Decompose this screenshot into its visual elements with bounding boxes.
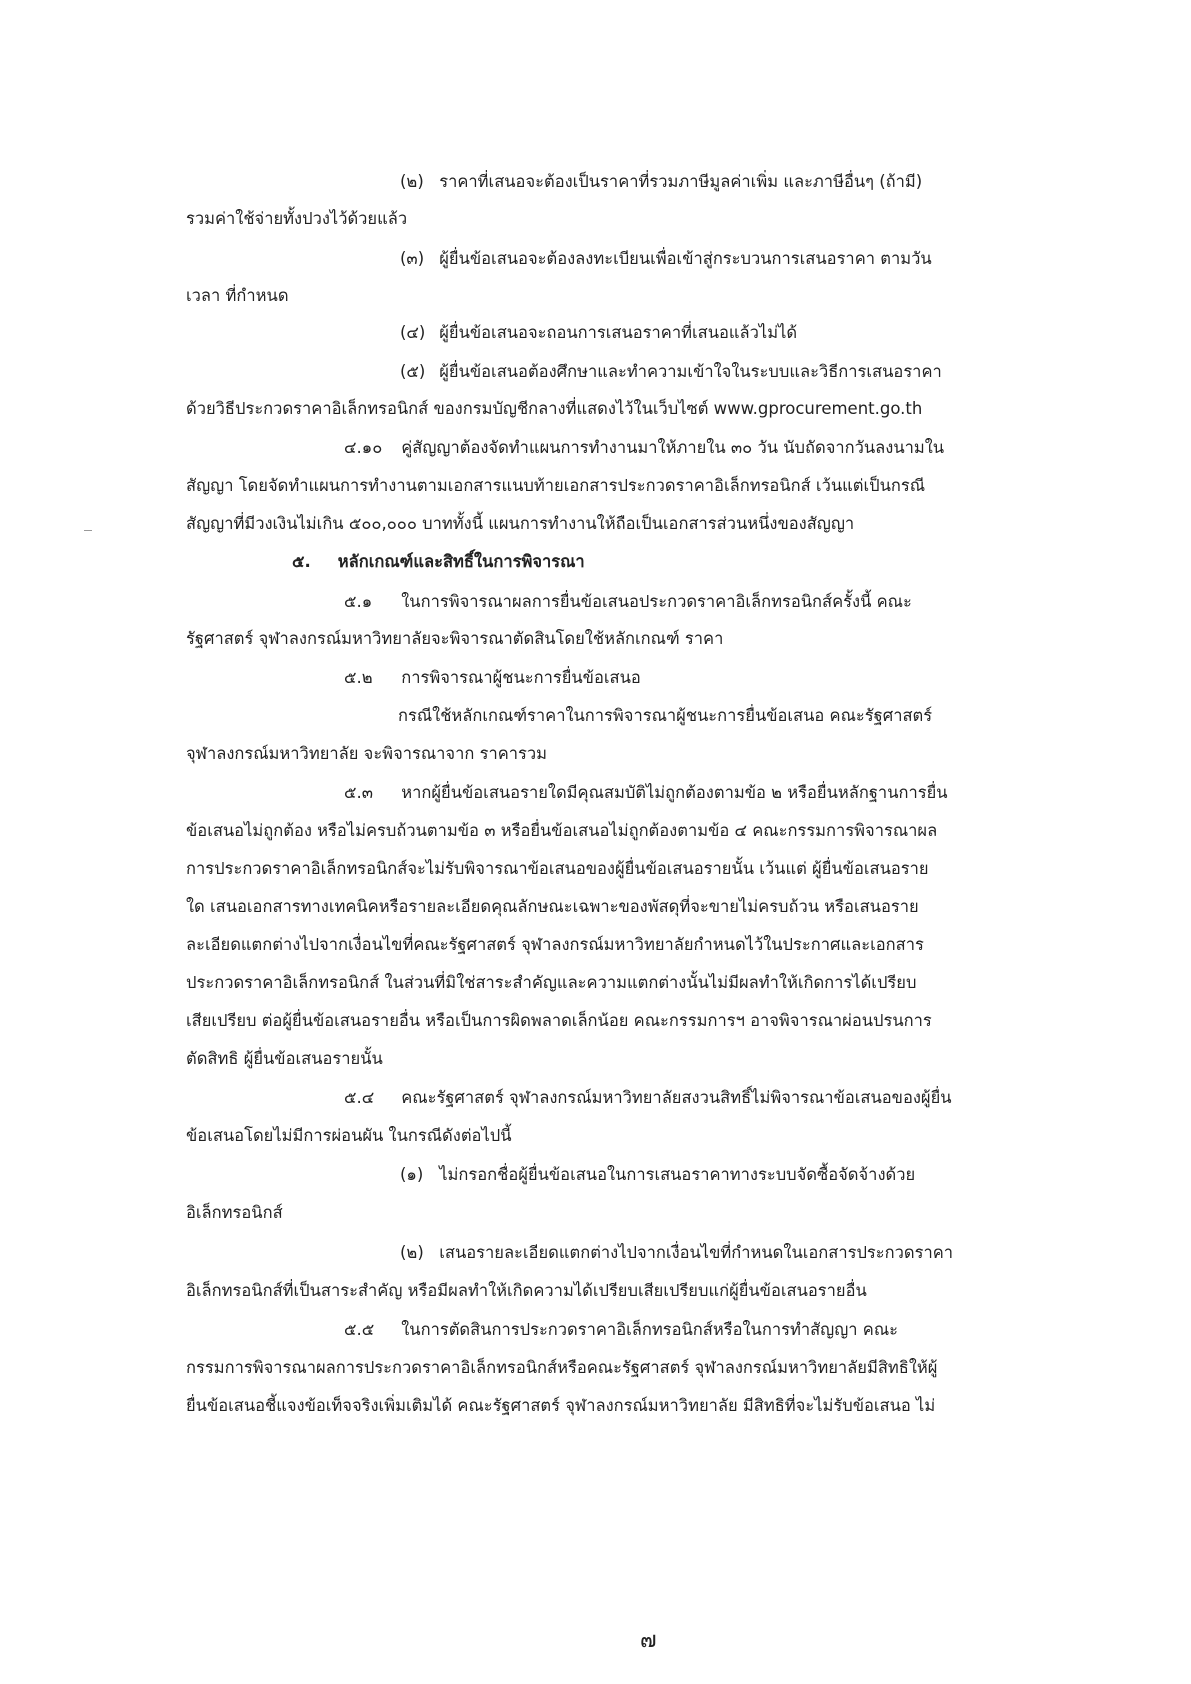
text-line: [186, 631, 723, 648]
text-line: [186, 516, 854, 533]
section-number: ๕.: [292, 552, 311, 571]
item-number: (๑): [400, 1165, 424, 1184]
line-text: กรรมการพิจารณาผลการประกวดราคาอิเล็กทรอนิกส์หรือคณะรัฐศาสตร์ จุฬาลงกรณ์มหาวิทยาลัยมีสิทธิให้ผู้: [186, 1358, 938, 1377]
line-text: การประกวดราคาอิเล็กทรอนิกส์จะไม่รับพิจารณาข้อเสนอของผู้ยื่นข้อเสนอรายนั้น เว้นแต่ ผู้ยื่นข้อเสนอราย: [186, 859, 929, 878]
line-text: คณะรัฐศาสตร์ จุฬาลงกรณ์มหาวิทยาลัยสงวนสิทธิ์ไม่พิจารณาข้อเสนอของผู้ยื่น: [401, 1088, 952, 1107]
item-number: (๓): [400, 249, 425, 268]
item-5-study-line: [400, 364, 942, 381]
line-text: ใด เสนอเอกสารทางเทคนิคหรือรายละเอียดคุณลักษณะเฉพาะของพัสดุที่จะขายไม่ครบถ้วน หรือเสนอราย: [186, 897, 919, 916]
clause-number: ๕.๒: [344, 668, 373, 687]
sub-item-1-line: [400, 1167, 915, 1184]
line-text: ผู้ยื่นข้อเสนอจะต้องลงทะเบียนเพื่อเข้าสู่กระบวนการเสนอราคา ตามวัน: [439, 249, 932, 268]
clause-5-4-line: [344, 1090, 952, 1107]
text-line: [186, 1013, 932, 1030]
line-text: สัญญาที่มีวงเงินไม่เกิน ๕๐๐,๐๐๐ บาททั้งนี้ แผนการทำงานให้ถือเป็นเอกสารส่วนหนึ่งของสัญญา: [186, 514, 855, 533]
line-text: ตัดสิทธิ ผู้ยื่นข้อเสนอรายนั้น: [186, 1049, 383, 1068]
sub-item-2-line: [400, 1245, 953, 1262]
text-line: [186, 1398, 935, 1415]
item-number: (๕): [400, 362, 426, 381]
text-line: [186, 937, 924, 954]
item-3-register-line: [400, 251, 932, 268]
clause-5-2-line: [344, 670, 641, 687]
page-number: ๗: [640, 1628, 657, 1653]
text-line: [186, 861, 929, 878]
clause-number: ๕.๕: [344, 1320, 375, 1339]
line-text: ราคาที่เสนอจะต้องเป็นราคาที่รวมภาษีมูลค่าเพิ่ม และภาษีอื่นๆ (ถ้ามี): [439, 172, 923, 191]
text-line: [186, 823, 937, 840]
item-number: (๒): [400, 172, 424, 191]
clause-number: ๕.๑: [344, 592, 373, 611]
text-line: [398, 708, 932, 725]
text-line: [186, 1128, 512, 1145]
line-text: อิเล็กทรอนิกส์: [186, 1203, 283, 1222]
line-text: สัญญา โดยจัดทำแผนการทำงานตามเอกสารแนบท้ายเอกสารประกวดราคาอิเล็กทรอนิกส์ เว้นแต่เป็นกรณี: [186, 476, 926, 495]
item-4-withdraw-line: [400, 325, 797, 342]
text-line: [186, 975, 916, 992]
text-line: [186, 1360, 937, 1377]
line-text: ข้อเสนอโดยไม่มีการผ่อนผัน ในกรณีดังต่อไปนี้: [186, 1126, 512, 1145]
line-text: การพิจารณาผู้ชนะการยื่นข้อเสนอ: [401, 668, 641, 687]
scan-artifact: [84, 530, 92, 531]
line-text: หากผู้ยื่นข้อเสนอรายใดมีคุณสมบัติไม่ถูกต้องตามข้อ ๒ หรือยื่นหลักฐานการยื่น: [401, 783, 948, 802]
line-text: อิเล็กทรอนิกส์ที่เป็นสาระสำคัญ หรือมีผลทำให้เกิดความได้เปรียบเสียเปรียบแก่ผู้ยื่นข้อเสนอรายอื่น: [186, 1281, 867, 1300]
item-number: (๔): [400, 323, 426, 342]
clause-number: ๔.๑๐: [344, 438, 383, 457]
line-text: รวมค่าใช้จ่ายทั้งปวงไว้ด้วยแล้ว: [186, 209, 408, 228]
line-text: ในการพิจารณาผลการยื่นข้อเสนอประกวดราคาอิเล็กทรอนิกส์ครั้งนี้ คณะ: [401, 592, 912, 611]
line-text: ผู้ยื่นข้อเสนอจะถอนการเสนอราคาที่เสนอแล้วไม่ได้: [439, 323, 798, 342]
section-title: หลักเกณฑ์และสิทธิ์ในการพิจารณา: [337, 552, 585, 571]
clause-5-5-line: [344, 1322, 898, 1339]
line-text: ละเอียดแตกต่างไปจากเงื่อนไขที่คณะรัฐศาสตร์ จุฬาลงกรณ์มหาวิทยาลัยกำหนดไว้ในประกาศและเอกสาร: [186, 935, 924, 954]
clause-5-1-line: [344, 594, 912, 611]
item-number: (๒): [400, 1243, 424, 1262]
text-line-url: [186, 401, 922, 418]
line-text: ผู้ยื่นข้อเสนอต้องศึกษาและทำความเข้าใจในระบบและวิธีการเสนอราคา: [439, 362, 942, 381]
text-line: [186, 899, 919, 916]
line-text: เสนอรายละเอียดแตกต่างไปจากเงื่อนไขที่กำหนดในเอกสารประกวดราคา: [439, 1243, 954, 1262]
text-line: [186, 746, 547, 763]
line-text: ข้อเสนอไม่ถูกต้อง หรือไม่ครบถ้วนตามข้อ ๓ หรือยื่นข้อเสนอไม่ถูกต้องตามข้อ ๔ คณะกรรมการพิจารณาผล: [186, 821, 938, 840]
item-2-price-line: [400, 174, 922, 191]
line-text: ยื่นข้อเสนอชี้แจงข้อเท็จจริงเพิ่มเติมได้ คณะรัฐศาสตร์ จุฬาลงกรณ์มหาวิทยาลัย มีสิทธิที่จะไม่รับข้อเสนอ ไม่: [186, 1396, 936, 1415]
line-text: เสียเปรียบ ต่อผู้ยื่นข้อเสนอรายอื่น หรือเป็นการผิดพลาดเล็กน้อย คณะกรรมการฯ อาจพิจารณาผ่อนปรนการ: [186, 1011, 932, 1030]
clause-number: ๕.๓: [344, 783, 374, 802]
line-text: ไม่กรอกชื่อผู้ยื่นข้อเสนอในการเสนอราคาทางระบบจัดซื้อจัดจ้างด้วย: [439, 1165, 916, 1184]
line-text: เวลา ที่กำหนด: [186, 286, 289, 305]
line-text: จุฬาลงกรณ์มหาวิทยาลัย จะพิจารณาจาก ราคารวม: [186, 744, 548, 763]
clause-5-3-line: [344, 785, 948, 802]
section-5-heading: [292, 554, 585, 571]
text-line: [186, 478, 925, 495]
text-line: [186, 1283, 867, 1300]
line-text: กรณีใช้หลักเกณฑ์ราคาในการพิจารณาผู้ชนะการยื่นข้อเสนอ คณะรัฐศาสตร์: [398, 706, 933, 725]
clause-4-10-line: [344, 440, 944, 457]
line-text: ประกวดราคาอิเล็กทรอนิกส์ ในส่วนที่มิใช่สาระสำคัญและความแตกต่างนั้นไม่มีผลทำให้เกิดการได้เปรียบ: [186, 973, 917, 992]
line-text: คู่สัญญาต้องจัดทำแผนการทำงานมาให้ภายใน ๓๐ วัน นับถัดจากวันลงนามใน: [401, 438, 945, 457]
text-line: [186, 211, 407, 228]
line-text: ด้วยวิธีประกวดราคาอิเล็กทรอนิกส์ ของกรมบัญชีกลางที่แสดงไว้ในเว็บไซต์ www.gprocurement.go.th: [186, 399, 923, 418]
text-line: [186, 288, 289, 305]
text-line: [186, 1205, 283, 1222]
text-line: [186, 1051, 383, 1068]
line-text: ในการตัดสินการประกวดราคาอิเล็กทรอนิกส์หรือในการทำสัญญา คณะ: [401, 1320, 898, 1339]
clause-number: ๕.๔: [344, 1088, 375, 1107]
line-text: รัฐศาสตร์ จุฬาลงกรณ์มหาวิทยาลัยจะพิจารณาตัดสินโดยใช้หลักเกณฑ์ ราคา: [186, 629, 724, 648]
